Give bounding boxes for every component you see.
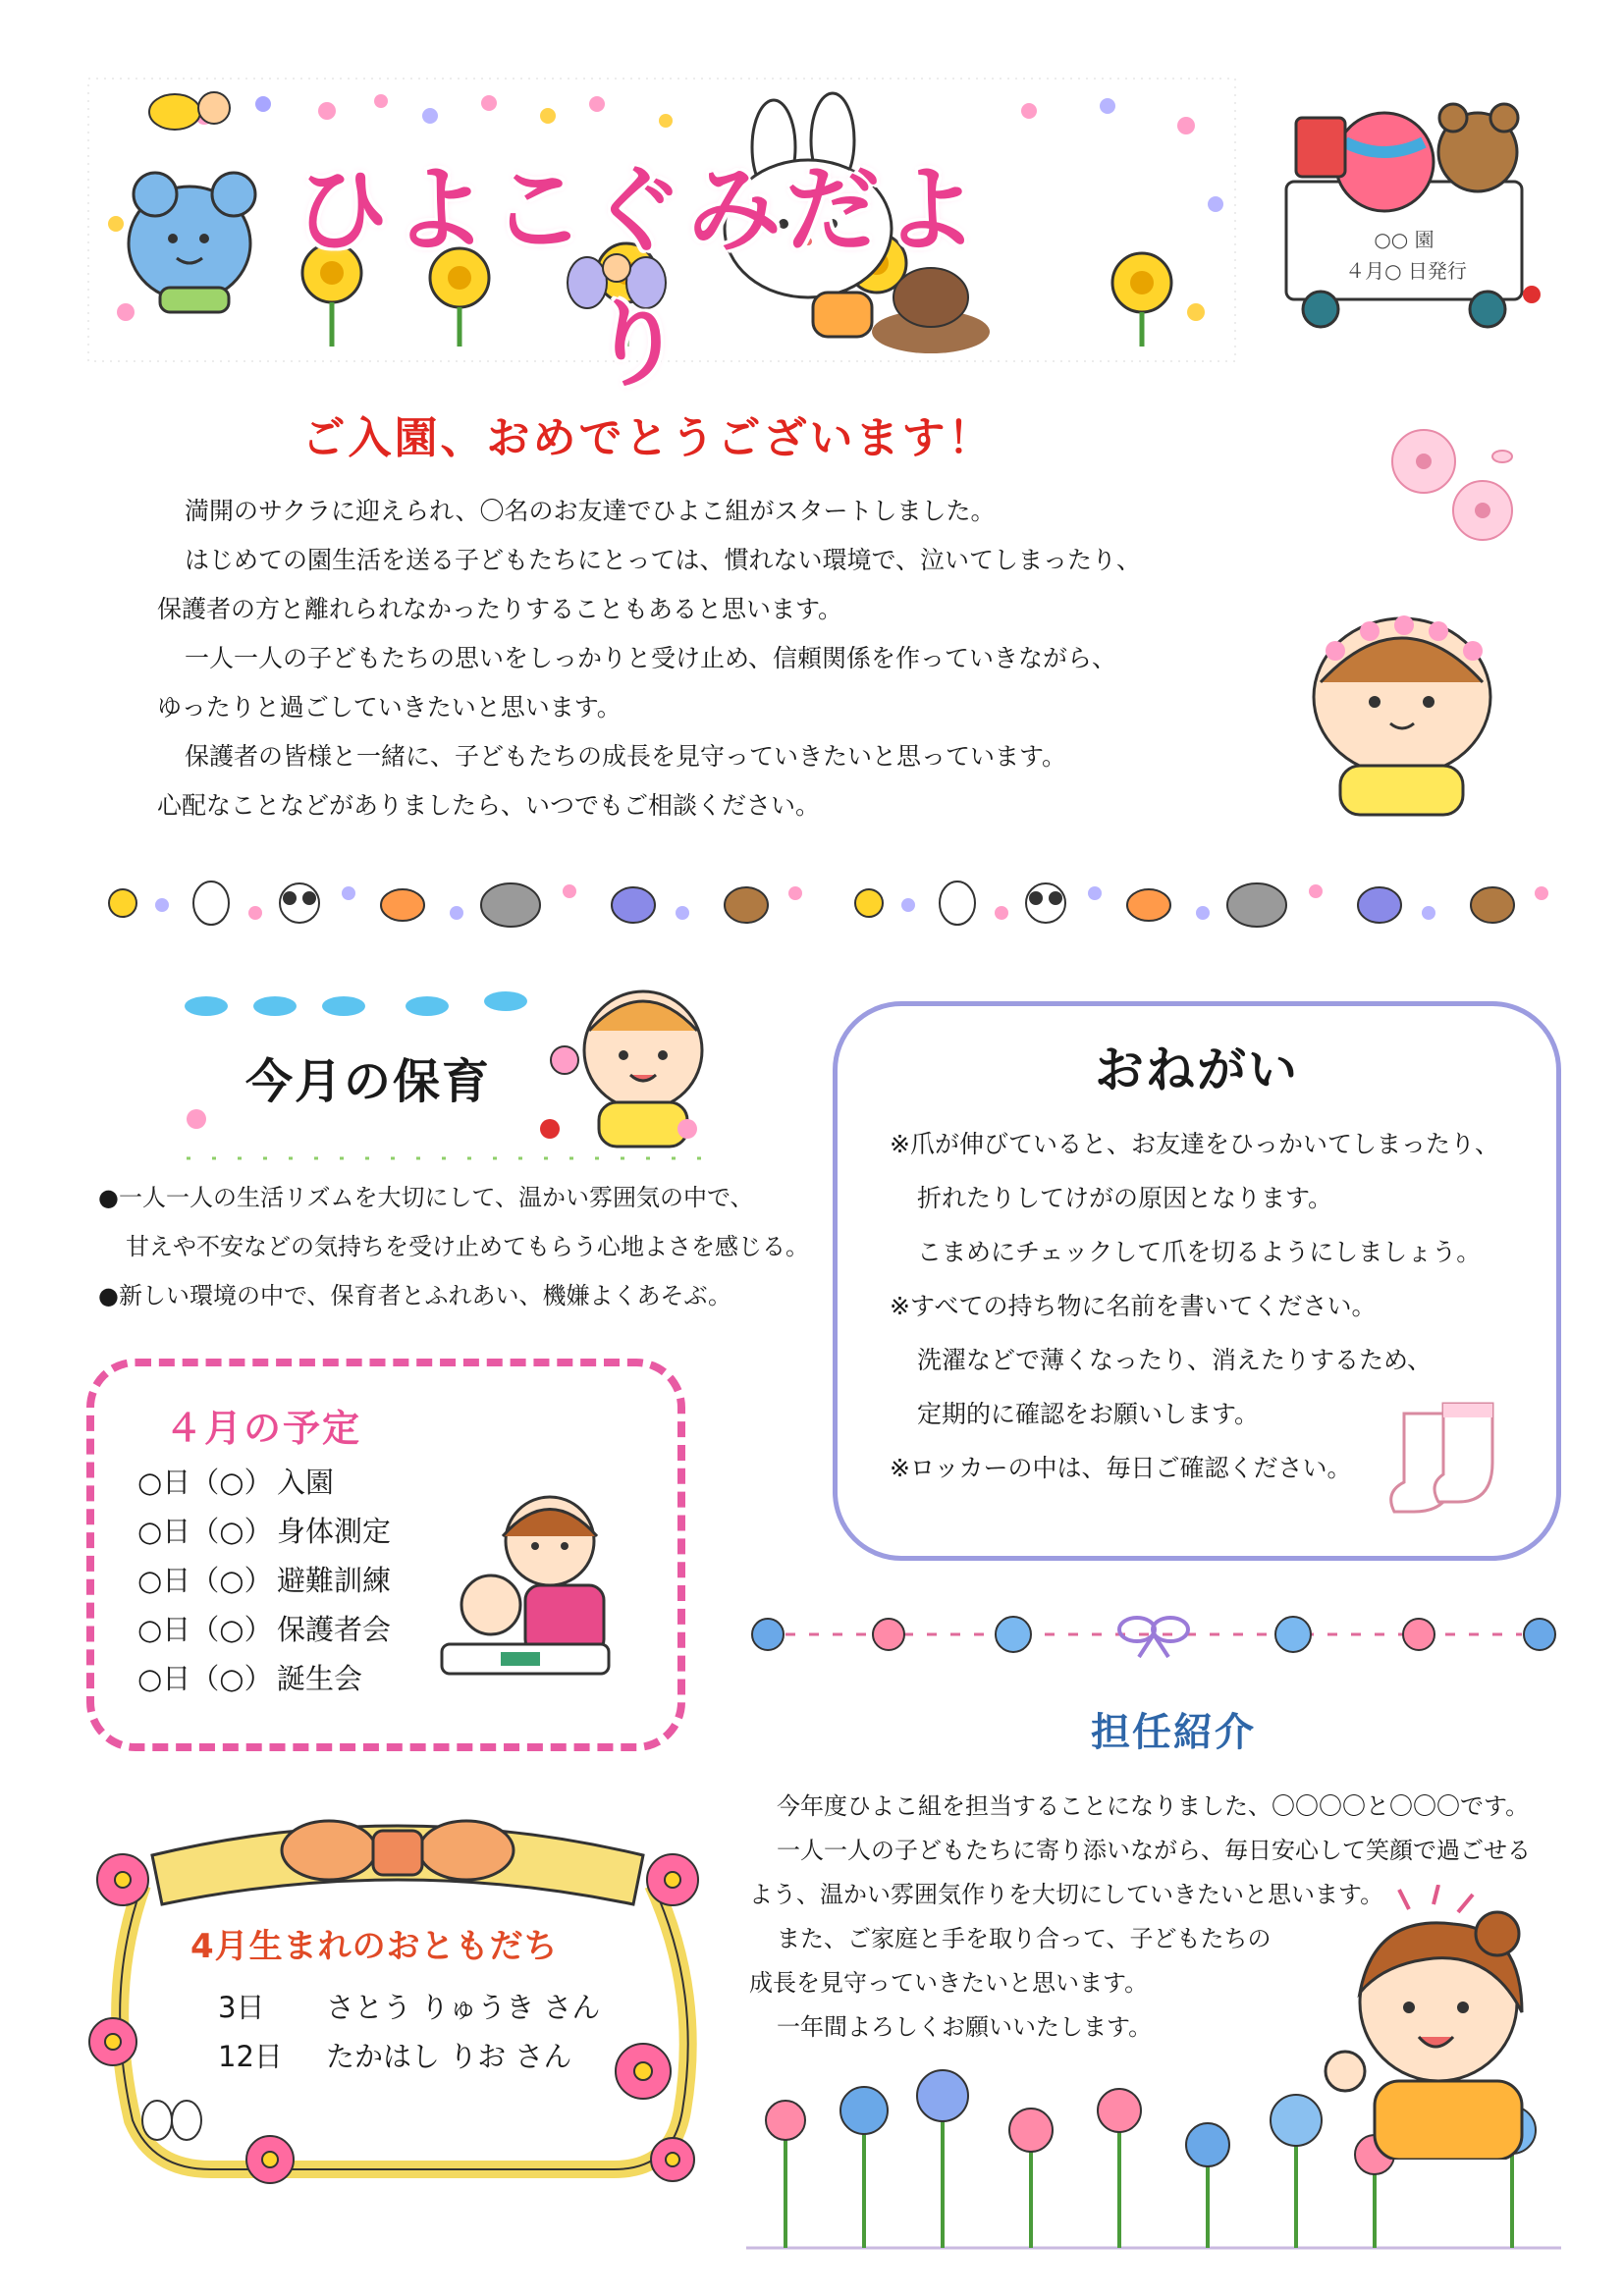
request-line: 折れたりしてけがの原因となります。: [917, 1184, 1333, 1212]
schedule-row: [137, 1654, 391, 1703]
monthly-care-line: ●一人一人の生活リズムを大切にして、温かい雰囲気の中で、: [98, 1184, 754, 1211]
request-line: こまめにチェックして爪を切るようにしましょう。: [917, 1238, 1482, 1266]
teacher-line: 一人一人の子どもたちに寄り添いながら、毎日安心して笑顔で過ごせる: [777, 1837, 1531, 1864]
welcome-body: [157, 487, 1286, 830]
schedule-row: [137, 1458, 391, 1507]
teacher-line: 成長を見守っていきたいと思います。: [749, 1969, 1149, 1997]
schedule-date: ○日（○）: [137, 1613, 273, 1646]
newsletter-title: ひよこぐみだより: [295, 155, 982, 400]
birthday-list: [218, 1983, 600, 2081]
schedule-list: [137, 1458, 391, 1703]
request-line: 洗濯などで薄くなったり、消えたりするため、: [917, 1346, 1433, 1374]
birthday-name: たかはし りお さん: [326, 2040, 572, 2073]
socks-icon: [1384, 1394, 1532, 1522]
teacher-icon: [1316, 1885, 1556, 2160]
bee-icon: [149, 92, 230, 130]
butterfly-icon: [142, 2101, 201, 2140]
schedule-row: [137, 1556, 391, 1605]
welcome-line: 保護者の皆様と一緒に、子どもたちの成長を見守っていきたいと思っています。: [185, 742, 1067, 771]
cloud-icon: [185, 991, 527, 1016]
animal-border-right: [844, 864, 1571, 942]
schedule-date: ○日（○）: [137, 1662, 273, 1695]
request-line: 定期的に確認をお願いします。: [917, 1400, 1260, 1428]
monthly-care-line: ●新しい環境の中で、保育者とふれあい、機嫌よくあそぶ。: [98, 1282, 731, 1309]
measuring-baby-illustration: [432, 1487, 628, 1683]
schedule-date: ○日（○）: [137, 1466, 273, 1499]
ribbon-icon: [282, 1821, 376, 1880]
blue-character-icon: [129, 173, 255, 312]
sakura-icon: [1380, 417, 1527, 555]
birthday-row: [218, 1983, 600, 2032]
teacher-line: 一年間よろしくお願いいたします。: [777, 2013, 1153, 2041]
welcome-line: 心配なことなどがありましたら、いつでもご相談ください。: [157, 791, 821, 820]
welcome-line: はじめての園生活を送る子どもたちにとっては、慣れない環境で、泣いてしまったり、: [185, 546, 1142, 574]
welcome-heading: ご入園、おめでとうございます！: [301, 413, 995, 463]
flower-border: [746, 1600, 1561, 1669]
schedule-event: 身体測定: [277, 1515, 392, 1548]
schedule-date: ○日（○）: [137, 1564, 273, 1597]
monthly-care-list: [98, 1173, 844, 1320]
baby-girl-icon: [1296, 604, 1507, 820]
request-line: ※ロッカーの中は、毎日ご確認ください。: [890, 1454, 1352, 1482]
birthday-row: [218, 2032, 600, 2081]
schedule-row: [137, 1507, 391, 1556]
teacher-line: 今年度ひよこ組を担当することになりました、〇〇〇〇と〇〇〇です。: [777, 1792, 1530, 1820]
toy-cart-illustration: [1276, 98, 1542, 334]
request-title: おねがい: [1095, 1041, 1299, 1098]
gift-box-icon: [1296, 118, 1345, 177]
monthly-care-line: 甘えや不安などの気持ちを受け止めてもらう心地よさを感じる。: [126, 1233, 809, 1260]
teacher-heading: 担任紹介: [1091, 1710, 1256, 1755]
birthday-day: 3日: [218, 1991, 265, 2024]
ladybug-icon: [540, 1119, 560, 1139]
birthday-name: さとう りゅうき さん: [326, 1991, 601, 2024]
request-line: ※爪が伸びていると、お友達をひっかいてしまったり、: [890, 1130, 1499, 1158]
issue-date: ４月○ 日発行: [1345, 259, 1467, 283]
schedule-event: 避難訓練: [277, 1564, 392, 1597]
ribbon-icon: [1119, 1618, 1188, 1657]
welcome-line: 一人一人の子どもたちの思いをしっかりと受け止め、信頼関係を作っていきながら、: [185, 644, 1117, 672]
welcome-line: 満開のサクラに迎えられ、〇名のお友達でひよこ組がスタートしました。: [185, 497, 996, 525]
welcome-line: 保護者の方と離れられなかったりすることもあると思います。: [157, 595, 843, 623]
schedule-event: 誕生会: [277, 1662, 363, 1695]
animal-border-left: [98, 864, 825, 942]
schedule-event: 保護者会: [277, 1613, 392, 1646]
kindergarten-name: ○○ 園: [1374, 228, 1435, 251]
birthday-day: 12日: [218, 2040, 283, 2073]
ball-icon: [1335, 113, 1434, 211]
schedule-title: ４月の予定: [165, 1407, 362, 1450]
schedule-row: [137, 1605, 391, 1654]
request-line: ※すべての持ち物に名前を書いてください。: [890, 1292, 1377, 1320]
teacher-line: また、ご家庭と手を取り合って、子どもたちの: [777, 1925, 1272, 1952]
birthday-title: 4月生まれのおともだち: [190, 1927, 559, 1966]
teacher-line: よう、温かい雰囲気作りを大切にしていきたいと思います。: [749, 1881, 1384, 1908]
schedule-date: ○日（○）: [137, 1515, 273, 1548]
schedule-event: 入園: [277, 1466, 335, 1499]
welcome-line: ゆったりと過ごしていきたいと思います。: [157, 693, 622, 721]
monthly-care-heading: 今月の保育: [245, 1054, 492, 1109]
